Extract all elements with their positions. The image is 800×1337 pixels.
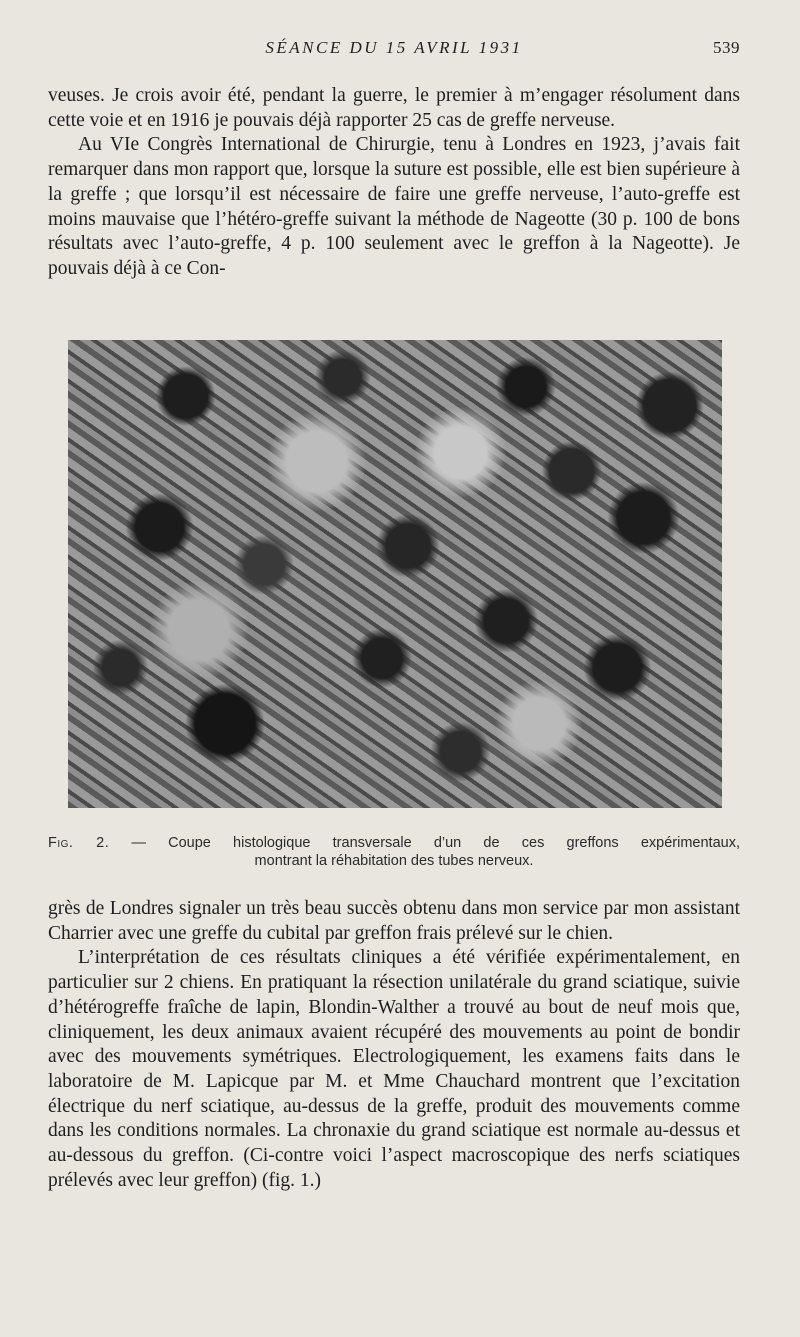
caption-line-1 bbox=[48, 834, 740, 852]
caption-text-1: — Coupe histologique transversale d’un de ces greffons expérimentaux, bbox=[131, 835, 740, 851]
paragraph: veuses. Je crois avoir été, pendant la guerre, le premier à m’engager résolument dans cette voie et en 1916 je pouvais déjà rapporter 25 cas de greffe nerveuse. bbox=[48, 85, 740, 131]
running-title: SÉANCE DU 15 AVRIL 1931 bbox=[265, 38, 523, 57]
caption-line-2: montrant la réhabitation des tubes nerveux. bbox=[254, 853, 534, 869]
paragraph: L’interprétation de ces résultats cliniques a été vérifiée expérimentalement, en particulier sur 2 chiens. En pratiquant la résection unilatérale du grand sciatique, suivie d’hétérogreffe fraîche de lapin, Blondin-Walther a trouvé au bout de neuf mois que, cliniquement, les deux animaux avaient récupéré des mouvements au point de bondir avec des mouvements symétriques. Electrologiquement, les examens faits dans le laboratoire de M. Lapicque par M. et Mme Chauchard montrent que l’excitation électrique du nerf sciatique, au-dessus de la greffe, produit des mouvements comme dans les conditions normales. La chronaxie du grand sciatique est normale au-dessus et au-dessous du greffon. (Ci-contre voici l’aspect macroscopique des nerfs sciatiques prélevés avec leur greffon) (fig. 1.) bbox=[48, 947, 740, 1191]
running-header bbox=[48, 38, 740, 62]
paragraph: grès de Londres signaler un très beau succès obtenu dans mon service par mon assistant Charrier avec une greffe du cubital par greffon frais prélevé sur le chien. bbox=[48, 898, 740, 944]
histology-photograph bbox=[68, 340, 722, 808]
page-number: 539 bbox=[713, 38, 740, 57]
body-text-bottom bbox=[48, 897, 740, 1193]
figure-caption bbox=[48, 834, 740, 870]
caption-label: Fig. 2. bbox=[48, 835, 110, 851]
body-text-top bbox=[48, 84, 740, 282]
paragraph: Au VIe Congrès International de Chirurgie, tenu à Londres en 1923, j’avais fait remarquer dans mon rapport que, lorsque la suture est possible, elle est bien supérieure à la greffe ; que lorsqu’il est nécessaire de faire une greffe nerveuse, l’auto-greffe est moins mauvaise que l’hétéro-greffe suivant la méthode de Nageotte (30 p. 100 de bons résultats avec l’auto-greffe, 4 p. 100 seulement avec le greffon à la Nageotte). Je pouvais déjà à ce Con- bbox=[48, 134, 740, 279]
